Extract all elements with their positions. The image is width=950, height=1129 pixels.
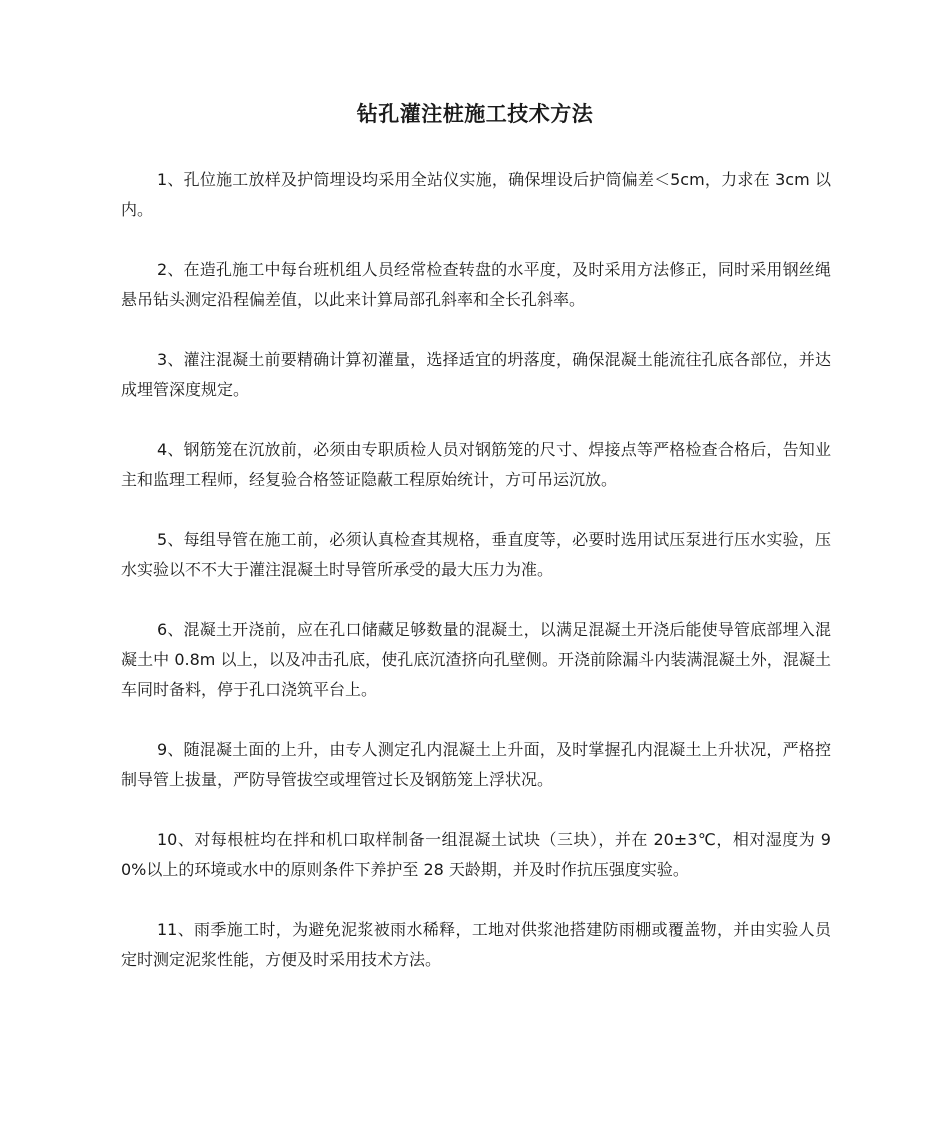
document-body — [121, 165, 831, 1005]
paragraph-11: 11、雨季施工时，为避免泥浆被雨水稀释，工地对供浆池搭建防雨棚或覆盖物，并由实验人员定时测定泥浆性能，方便及时采用技术方法。 — [121, 920, 831, 969]
paragraph-2: 2、在造孔施工中每台班机组人员经常检查转盘的水平度，及时采用方法修正，同时采用钢丝绳悬吊钻头测定沿程偏差值，以此来计算局部孔斜率和全长孔斜率。 — [121, 260, 831, 309]
paragraph-3: 3、灌注混凝土前要精确计算初灌量，选择适宜的坍落度，确保混凝土能流往孔底各部位，并达成埋管深度规定。 — [121, 350, 831, 399]
paragraph-1: 1、孔位施工放样及护筒埋设均采用全站仪实施，确保埋设后护筒偏差＜5cm，力求在 3cm 以内。 — [121, 170, 831, 219]
paragraph-10: 10、对每根桩均在拌和机口取样制备一组混凝土试块（三块），并在 20±3℃，相对湿度为 90%以上的环境或水中的原则条件下养护至 28 天龄期，并及时作抗压强度实验。 — [121, 830, 831, 879]
paragraph-6: 6、混凝土开浇前，应在孔口储藏足够数量的混凝土，以满足混凝土开浇后能使导管底部埋入混凝土中 0.8m 以上，以及冲击孔底，使孔底沉渣挤向孔壁侧。开浇前除漏斗内装满混凝土外，混凝土车同时备料，停于孔口浇筑平台上。 — [121, 620, 831, 699]
paragraph-9: 9、随混凝土面的上升，由专人测定孔内混凝土上升面，及时掌握孔内混凝土上升状况，严格控制导管上拔量，严防导管拔空或埋管过长及钢筋笼上浮状况。 — [121, 740, 831, 789]
document-title: 钻孔灌注桩施工技术方法 — [356, 102, 594, 126]
paragraph-5: 5、每组导管在施工前，必须认真检查其规格，垂直度等，必要时选用试压泵进行压水实验，压水实验以不不大于灌注混凝土时导管所承受的最大压力为准。 — [121, 530, 831, 579]
paragraph-4: 4、钢筋笼在沉放前，必须由专职质检人员对钢筋笼的尺寸、焊接点等严格检查合格后，告知业主和监理工程师，经复验合格签证隐蔽工程原始统计，方可吊运沉放。 — [121, 440, 831, 489]
